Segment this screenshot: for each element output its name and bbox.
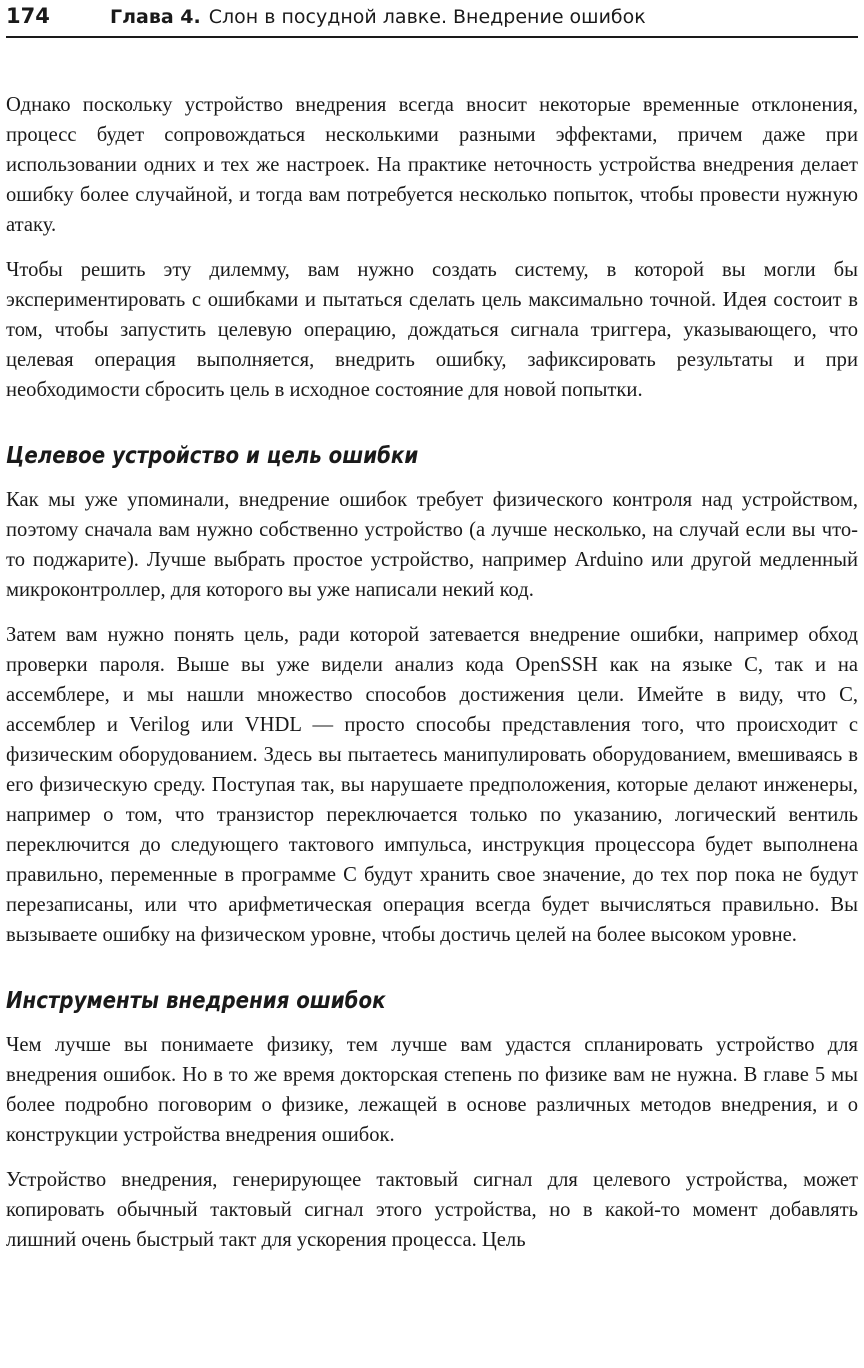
section-heading-fault-tools: Инструменты внедрения ошибок xyxy=(6,988,386,1014)
chapter-label: Глава 4. xyxy=(110,6,201,28)
paragraph-intro-2: Чтобы решить эту дилемму, вам нужно создать систему, в которой вы могли бы экспериментировать с ошибками и пытаться сделать цель максимально точной. Идея состоит в том, чтобы запустить целевую операцию, дождаться сигнала триггера, указывающего, что целевая операция выполняется, внедрить ошибку, зафиксировать результаты и при необходимости сбросить цель в исходное состояние для новой попытки. xyxy=(6,259,858,401)
paragraph-intro-1: Однако поскольку устройство внедрения всегда вносит некоторые временные отклонения, процесс будет сопровождаться несколькими разными эффектами, причем даже при использовании одних и тех же настроек. На практике неточность устройства внедрения делает ошибку более случайной, и тогда вам потребуется несколько попыток, чтобы провести нужную атаку. xyxy=(6,94,858,236)
page-body xyxy=(6,90,858,1255)
paragraph-target-device-2: Затем вам нужно понять цель, ради которой затевается внедрение ошибки, например обход проверки пароля. Выше вы уже видели анализ кода OpenSSH как на языке C, так и на ассемблере, и мы нашли множество способов достижения цели. Имейте в виду, что C, ассемблер и Verilog или VHDL — просто способы представления того, что происходит с физическим оборудованием. Здесь вы пытаетесь манипулировать оборудованием, вмешиваясь в его физическую среду. Поступая так, вы нарушаете предположения, которые делают инженеры, например о том, что транзистор переключается только по указанию, логический вентиль переключится до следующего тактового импульса, инструкция процессора будет выполнена правильно, переменные в программе C будут хранить свое значение, до тех пор пока не будут перезаписаны, или что арифметическая операция всегда будет вычисляться правильно. Вы вызываете ошибку на физическом уровне, чтобы достичь целей на более высоком уровне. xyxy=(6,624,858,946)
paragraph-fault-tools-1: Чем лучше вы понимаете физику, тем лучше вам удастся спланировать устройство для внедрения ошибок. Но в то же время докторская степень по физике вам не нужна. В главе 5 мы более подробно поговорим о физике, лежащей в основе различных методов внедрения, и о конструкции устройства внедрения ошибок. xyxy=(6,1034,858,1146)
chapter-title: Слон в посудной лавке. Внедрение ошибок xyxy=(208,6,646,28)
section-heading-target-device: Целевое устройство и цель ошибки xyxy=(6,443,419,469)
page-number: 174 xyxy=(6,4,50,28)
running-header xyxy=(6,0,858,38)
paragraph-fault-tools-2: Устройство внедрения, генерирующее тактовый сигнал для целевого устройства, может копировать обычный тактовый сигнал этого устройства, но в какой-то момент добавлять лишний очень быстрый такт для ускорения процесса. Цель xyxy=(6,1169,858,1251)
paragraph-target-device-1: Как мы уже упоминали, внедрение ошибок требует физического контроля над устройством, поэтому сначала вам нужно собственно устройство (а лучше несколько, на случай если вы что-то поджарите). Лучше выбрать простое устройство, например Arduino или другой медленный микроконтроллер, для которого вы уже написали некий код. xyxy=(6,489,858,601)
